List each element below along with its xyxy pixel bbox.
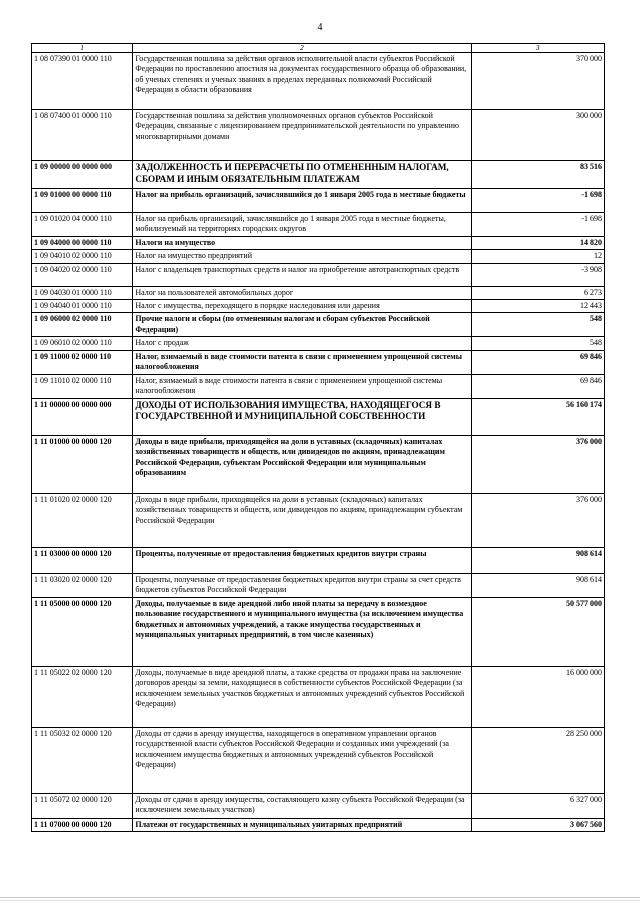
row-name-cell: Налог, взимаемый в виде стоимости патента в связи с применением упрощенной системы налогообложения (133, 350, 471, 374)
table-row (32, 337, 605, 350)
row-name-cell: Доходы от сдачи в аренду имущества, составляющего казну субъекта Российской Федерации (за исключением земельных участков) (133, 793, 471, 818)
row-code-cell: 1 09 01020 04 0000 110 (32, 213, 133, 237)
row-code-cell: 1 09 01000 00 0000 110 (32, 189, 133, 213)
row-code-cell: 1 09 06000 02 0000 110 (32, 313, 133, 337)
row-amount-cell: 3 067 560 (471, 818, 604, 831)
table-row (32, 286, 605, 299)
row-amount-cell: 69 846 (471, 350, 604, 374)
row-code-cell: 1 08 07390 01 0000 110 (32, 53, 133, 110)
row-name-cell: Платежи от государственных и муниципальных унитарных предприятий (133, 818, 471, 831)
row-name-cell: Налог на прибыль организаций, зачислявшийся до 1 января 2005 года в местные бюджеты (133, 189, 471, 213)
row-amount-cell: 56 160 174 (471, 398, 604, 435)
row-name-cell: ЗАДОЛЖЕННОСТЬ И ПЕРЕРАСЧЕТЫ ПО ОТМЕНЕННЫМ НАЛОГАМ, СБОРАМ И ИНЫМ ОБЯЗАТЕЛЬНЫМ ПЛАТЕЖАМ (133, 161, 471, 189)
row-name-cell: Налог с владельцев транспортных средств и налог на приобретение автотранспортных средств (133, 263, 471, 286)
row-name-cell: Налог на имущество предприятий (133, 250, 471, 263)
row-name-cell: Доходы, получаемые в виде арендной либо иной платы за передачу в возмездное пользование государственного и муниципального имущества (за исключением имущества бюджетных и автономных учреждений, а также имущества государственных и муниципальных унитарных предприятий, в том числе казенных) (133, 597, 471, 666)
row-code-cell: 1 11 05022 02 0000 120 (32, 666, 133, 727)
row-amount-cell: 548 (471, 313, 604, 337)
row-amount-cell: 14 820 (471, 236, 604, 249)
row-name-cell: Государственная пошлина за действия уполномоченных органов субъектов Российской Федерации, связанные с лицензированием предпринимательской деятельности по управлению многоквартирными домами (133, 110, 471, 161)
table-row (32, 350, 605, 374)
row-amount-cell: 376 000 (471, 493, 604, 547)
row-code-cell: 1 09 04010 02 0000 110 (32, 250, 133, 263)
table-header-row (32, 44, 605, 53)
row-code-cell: 1 11 01020 02 0000 120 (32, 493, 133, 547)
row-name-cell: Налог на пользователей автомобильных дорог (133, 286, 471, 299)
row-name-cell: Доходы в виде прибыли, приходящейся на доли в уставных (складочных) капиталах хозяйственных товариществ и обществ, или дивидендов по акциям, принадлежащим субъектам Российской Федерации (133, 493, 471, 547)
row-amount-cell: -1 698 (471, 189, 604, 213)
row-amount-cell: 83 516 (471, 161, 604, 189)
page-number: 4 (317, 22, 323, 33)
table-row (32, 666, 605, 727)
table-row (32, 213, 605, 237)
row-code-cell: 1 11 05032 02 0000 120 (32, 727, 133, 793)
table-row (32, 189, 605, 213)
table-row (32, 374, 605, 398)
table-row (32, 313, 605, 337)
row-name-cell: Доходы, получаемые в виде арендной платы, а также средства от продажи права на заключение договоров аренды за земли, находящиеся в собственности субъектов Российской Федерации (за исключением земельных участков бюджетных и автономных учреждений субъектов Российской Федерации) (133, 666, 471, 727)
row-name-cell: Доходы от сдачи в аренду имущества, находящегося в оперативном управлении органов государственной власти субъектов Российской Федерации и созданных ими учреждений (за исключением имущества бюджетных и автономных учреждений субъектов Российской Федерации) (133, 727, 471, 793)
row-code-cell: 1 11 03020 02 0000 120 (32, 573, 133, 597)
row-code-cell: 1 09 04030 01 0000 110 (32, 286, 133, 299)
row-name-cell: Государственная пошлина за действия органов исполнительной власти субъектов Российской Федерации по проставлению апостиля на документах государственного образца об образовании, об ученых степенях и ученых званиях в пределах переданных полномочий Российской Федерации в области образования (133, 53, 471, 110)
row-amount-cell: -3 908 (471, 263, 604, 286)
revenue-table (31, 43, 605, 832)
row-amount-cell: 69 846 (471, 374, 604, 398)
table-row (32, 793, 605, 818)
row-code-cell: 1 08 07400 01 0000 110 (32, 110, 133, 161)
row-amount-cell: 300 000 (471, 110, 604, 161)
row-amount-cell: 6 273 (471, 286, 604, 299)
table-row (32, 53, 605, 110)
row-amount-cell: 28 250 000 (471, 727, 604, 793)
table-row (32, 236, 605, 249)
row-amount-cell: 376 000 (471, 435, 604, 493)
row-code-cell: 1 11 07000 00 0000 120 (32, 818, 133, 831)
row-name-cell: Проценты, полученные от предоставления бюджетных кредитов внутри страны (133, 547, 471, 573)
table-row (32, 435, 605, 493)
header-col-1: 1 (32, 44, 133, 53)
row-name-cell: Налог с продаж (133, 337, 471, 350)
row-amount-cell: 370 000 (471, 53, 604, 110)
scan-edge-line (0, 900, 640, 901)
row-code-cell: 1 11 01000 00 0000 120 (32, 435, 133, 493)
row-amount-cell: 16 000 000 (471, 666, 604, 727)
row-code-cell: 1 09 04040 01 0000 110 (32, 300, 133, 313)
row-code-cell: 1 09 11000 02 0000 110 (32, 350, 133, 374)
table-row (32, 398, 605, 435)
row-amount-cell: 548 (471, 337, 604, 350)
table-row (32, 493, 605, 547)
row-code-cell: 1 11 05072 02 0000 120 (32, 793, 133, 818)
row-name-cell: Налог с имущества, переходящего в порядке наследования или дарения (133, 300, 471, 313)
table-row (32, 110, 605, 161)
table-row (32, 263, 605, 286)
row-code-cell: 1 09 04020 02 0000 110 (32, 263, 133, 286)
row-amount-cell: 6 327 000 (471, 793, 604, 818)
table-row (32, 597, 605, 666)
row-amount-cell: 50 577 000 (471, 597, 604, 666)
table-row (32, 547, 605, 573)
row-name-cell: Доходы в виде прибыли, приходящейся на доли в уставных (складочных) капиталах хозяйственных товариществ и обществ, или дивидендов по акциям, принадлежащим Российской Федерации, субъектам Российской Федерации или муниципальным образованиям (133, 435, 471, 493)
table-row (32, 573, 605, 597)
table-row (32, 727, 605, 793)
row-name-cell: Налог на прибыль организаций, зачислявшийся до 1 января 2005 года в местные бюджеты, мобилизуемый на территориях городских округов (133, 213, 471, 237)
row-code-cell: 1 09 11010 02 0000 110 (32, 374, 133, 398)
row-code-cell: 1 11 03000 00 0000 120 (32, 547, 133, 573)
row-name-cell: ДОХОДЫ ОТ ИСПОЛЬЗОВАНИЯ ИМУЩЕСТВА, НАХОДЯЩЕГОСЯ В ГОСУДАРСТВЕННОЙ И МУНИЦИПАЛЬНОЙ СОБСТВЕННОСТИ (133, 398, 471, 435)
row-name-cell: Налоги на имущество (133, 236, 471, 249)
header-col-3: 3 (471, 44, 604, 53)
table-row (32, 300, 605, 313)
row-code-cell: 1 11 05000 00 0000 120 (32, 597, 133, 666)
row-amount-cell: 908 614 (471, 547, 604, 573)
row-code-cell: 1 09 04000 00 0000 110 (32, 236, 133, 249)
row-amount-cell: 908 614 (471, 573, 604, 597)
table-row (32, 818, 605, 831)
row-code-cell: 1 09 06010 02 0000 110 (32, 337, 133, 350)
row-name-cell: Прочие налоги и сборы (по отмененным налогам и сборам субъектов Российской Федерации) (133, 313, 471, 337)
row-amount-cell: 12 443 (471, 300, 604, 313)
row-code-cell: 1 09 00000 00 0000 000 (32, 161, 133, 189)
scan-edge-line (0, 897, 640, 898)
row-amount-cell: -1 698 (471, 213, 604, 237)
row-amount-cell: 12 (471, 250, 604, 263)
table-row (32, 250, 605, 263)
row-name-cell: Налог, взимаемый в виде стоимости патента в связи с применением упрощенной системы налогообложения (133, 374, 471, 398)
row-code-cell: 1 11 00000 00 0000 000 (32, 398, 133, 435)
row-name-cell: Проценты, полученные от предоставления бюджетных кредитов внутри страны за счет средств бюджетов субъектов Российской Федерации (133, 573, 471, 597)
header-col-2: 2 (133, 44, 471, 53)
table-row (32, 161, 605, 189)
